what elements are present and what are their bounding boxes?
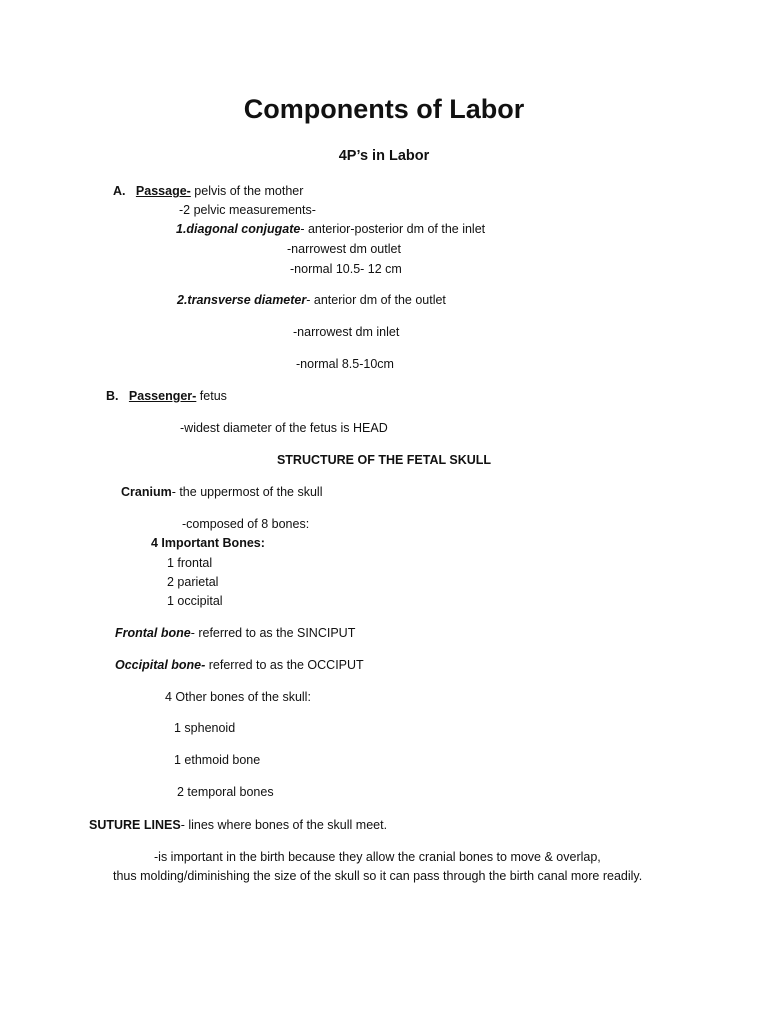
- passenger-text: fetus: [196, 389, 227, 403]
- list-item: 2 parietal: [167, 575, 219, 589]
- important-bones-heading: 4 Important Bones:: [151, 536, 265, 550]
- frontal-bone-line: [115, 625, 355, 641]
- diagonal-normal: -normal 10.5- 12 cm: [290, 262, 402, 276]
- passage-term: Passage-: [135, 184, 191, 198]
- passage-text: pelvis of the mother: [190, 184, 304, 198]
- transverse-diameter-term: 2.transverse diameter: [177, 293, 307, 307]
- suture-lines-line: [89, 817, 387, 833]
- list-item: 1 occipital: [167, 594, 223, 608]
- transverse-diameter-line: [177, 292, 446, 308]
- frontal-bone-term: Frontal bone: [115, 626, 191, 640]
- list-marker-b: B.: [106, 389, 119, 403]
- passage-line: [113, 183, 303, 199]
- page-subtitle: 4P’s in Labor: [338, 148, 430, 164]
- cranium-line: [121, 484, 322, 500]
- suture-lines-text: - lines where bones of the skull meet.: [180, 818, 388, 832]
- suture-molding: thus molding/diminishing the size of the skull so it can pass through the birth canal more readily.: [113, 869, 643, 883]
- frontal-bone-text: - referred to as the SINCIPUT: [190, 626, 356, 640]
- list-item: 1 ethmoid bone: [174, 753, 261, 767]
- occipital-bone-term: Occipital bone-: [115, 658, 206, 672]
- list-item: 1 sphenoid: [174, 721, 236, 735]
- fetal-skull-heading: STRUCTURE OF THE FETAL SKULL: [276, 453, 492, 467]
- cranium-term: Cranium: [121, 485, 172, 499]
- other-bones-heading: 4 Other bones of the skull:: [165, 690, 311, 704]
- list-item: 1 frontal: [167, 556, 213, 570]
- transverse-narrowest: -narrowest dm inlet: [293, 325, 400, 339]
- list-item: 2 temporal bones: [177, 785, 274, 799]
- list-marker-a: A.: [113, 184, 126, 198]
- diagonal-conjugate-text: - anterior-posterior dm of the inlet: [300, 222, 486, 236]
- transverse-normal: -normal 8.5-10cm: [296, 357, 394, 371]
- suture-importance: -is important in the birth because they allow the cranial bones to move & overlap,: [154, 850, 601, 864]
- suture-lines-term: SUTURE LINES: [89, 818, 181, 832]
- diagonal-narrowest: -narrowest dm outlet: [287, 242, 401, 256]
- occipital-bone-line: [115, 657, 364, 673]
- cranium-text: - the uppermost of the skull: [171, 485, 323, 499]
- diagonal-conjugate-line: [176, 221, 485, 237]
- pelvic-measurements: -2 pelvic measurements-: [179, 203, 316, 217]
- widest-diameter: -widest diameter of the fetus is HEAD: [180, 421, 388, 435]
- passenger-line: [106, 388, 227, 404]
- page-title: Components of Labor: [243, 94, 525, 124]
- transverse-diameter-text: - anterior dm of the outlet: [306, 293, 446, 307]
- composed-of-bones: -composed of 8 bones:: [182, 517, 310, 531]
- occipital-bone-text: referred to as the OCCIPUT: [205, 658, 364, 672]
- passenger-term: Passenger-: [128, 389, 197, 403]
- diagonal-conjugate-term: 1.diagonal conjugate: [176, 222, 301, 236]
